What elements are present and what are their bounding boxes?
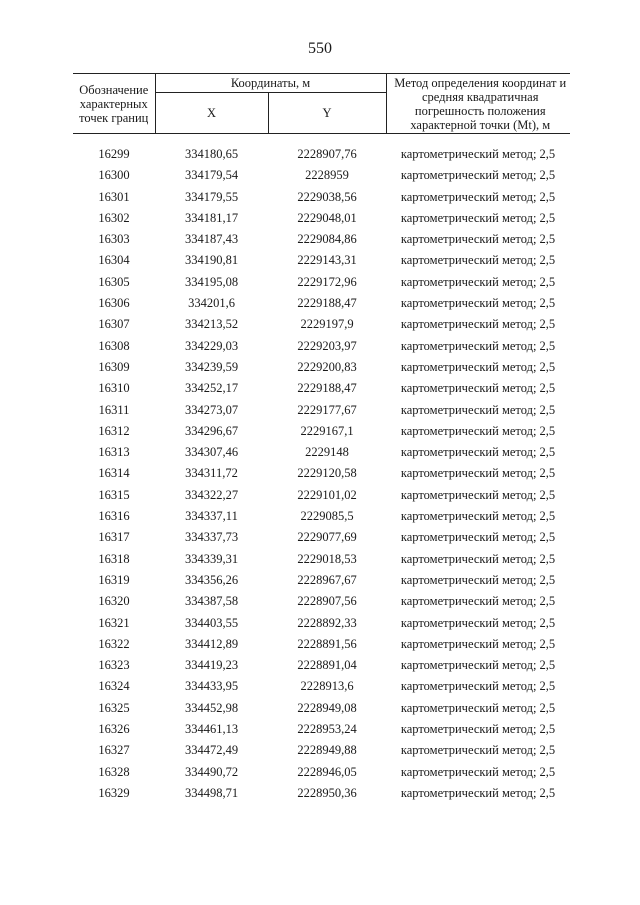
x-coordinate-cell: 334190,81 xyxy=(184,253,239,268)
x-coordinate-cell: 334273,07 xyxy=(184,402,239,417)
point-id-cell: 16327 xyxy=(98,743,130,758)
y-header: Y xyxy=(268,93,386,134)
table-row xyxy=(73,463,570,484)
x-coordinate-cell: 334339,31 xyxy=(184,551,239,566)
table-row xyxy=(73,613,570,634)
point-id-cell: 16301 xyxy=(98,189,130,204)
table-row xyxy=(73,208,570,229)
method-cell: картометрический метод; 2,5 xyxy=(400,445,556,460)
y-coordinate-cell: 2229120,58 xyxy=(297,466,357,481)
x-coordinate-cell: 334356,26 xyxy=(184,572,239,587)
x-coordinate-cell: 334403,55 xyxy=(184,615,239,630)
x-coordinate-cell: 334179,55 xyxy=(184,189,239,204)
method-cell: картометрический метод; 2,5 xyxy=(400,551,556,566)
point-id-cell: 16320 xyxy=(98,594,130,609)
x-coordinate-cell: 334187,43 xyxy=(184,232,239,247)
table-row xyxy=(73,272,570,293)
method-cell: картометрический метод; 2,5 xyxy=(400,785,556,800)
point-label-header: Обозначение характерных точек границ xyxy=(73,74,155,134)
y-coordinate-cell: 2229177,67 xyxy=(297,402,357,417)
y-coordinate-cell: 2228950,36 xyxy=(297,785,357,800)
method-cell: картометрический метод; 2,5 xyxy=(400,615,556,630)
point-id-cell: 16328 xyxy=(98,764,130,779)
method-cell: картометрический метод; 2,5 xyxy=(400,232,556,247)
x-coordinate-cell: 334412,89 xyxy=(184,636,239,651)
x-coordinate-cell: 334252,17 xyxy=(184,381,239,396)
x-coordinate-cell: 334180,65 xyxy=(184,147,239,161)
method-cell: картометрический метод; 2,5 xyxy=(400,722,556,737)
table-row xyxy=(73,698,570,719)
y-coordinate-cell: 2229167,1 xyxy=(300,423,354,438)
table-row xyxy=(73,293,570,314)
y-coordinate-cell: 2228953,24 xyxy=(297,722,357,737)
y-coordinate-cell: 2228892,33 xyxy=(297,615,357,630)
method-cell: картометрический метод; 2,5 xyxy=(400,317,556,332)
point-id-cell: 16299 xyxy=(98,147,130,161)
method-cell: картометрический метод; 2,5 xyxy=(400,296,556,311)
point-id-cell: 16326 xyxy=(98,722,130,737)
y-coordinate-cell: 2229188,47 xyxy=(297,296,357,311)
point-id-cell: 16329 xyxy=(98,785,130,800)
point-id-cell: 16306 xyxy=(98,296,130,311)
method-cell: картометрический метод; 2,5 xyxy=(400,253,556,268)
method-cell: картометрический метод; 2,5 xyxy=(400,487,556,502)
y-coordinate-cell: 2228913,6 xyxy=(300,679,354,694)
x-coordinate-cell: 334213,52 xyxy=(184,317,239,332)
y-coordinate-cell: 2228967,67 xyxy=(297,572,357,587)
method-cell: картометрический метод; 2,5 xyxy=(400,168,556,183)
table-row xyxy=(73,634,570,655)
method-cell: картометрический метод; 2,5 xyxy=(400,189,556,204)
x-coordinate-cell: 334307,46 xyxy=(184,445,239,460)
x-coordinate-cell: 334195,08 xyxy=(184,274,239,289)
table-row xyxy=(73,549,570,570)
point-id-cell: 16323 xyxy=(98,658,130,673)
y-coordinate-cell: 2229085,5 xyxy=(300,509,354,524)
point-id-cell: 16311 xyxy=(98,402,130,417)
table-row xyxy=(73,655,570,676)
y-coordinate-cell: 2229018,53 xyxy=(297,551,357,566)
table-row xyxy=(73,719,570,740)
x-coordinate-cell: 334311,72 xyxy=(185,466,238,481)
point-id-cell: 16322 xyxy=(98,636,130,651)
x-coordinate-cell: 334433,95 xyxy=(184,679,239,694)
x-coordinate-cell: 334296,67 xyxy=(184,423,239,438)
coordinates-table xyxy=(73,73,570,804)
table-row xyxy=(73,762,570,783)
table-header xyxy=(73,74,570,134)
table-row xyxy=(73,485,570,506)
method-cell: картометрический метод; 2,5 xyxy=(400,423,556,438)
table-row xyxy=(73,527,570,548)
x-coordinate-cell: 334181,17 xyxy=(184,210,239,225)
x-coordinate-cell: 334179,54 xyxy=(184,168,239,183)
x-coordinate-cell: 334490,72 xyxy=(184,764,239,779)
method-cell: картометрический метод; 2,5 xyxy=(400,530,556,545)
table-row xyxy=(73,740,570,761)
x-coordinate-cell: 334472,49 xyxy=(184,743,239,758)
y-coordinate-cell: 2229200,83 xyxy=(297,359,357,374)
x-coordinate-cell: 334461,13 xyxy=(184,722,239,737)
table-row xyxy=(73,357,570,378)
method-cell: картометрический метод; 2,5 xyxy=(400,147,556,161)
method-cell: картометрический метод; 2,5 xyxy=(400,743,556,758)
y-coordinate-cell: 2228891,04 xyxy=(297,658,357,673)
point-id-cell: 16325 xyxy=(98,700,130,715)
x-coordinate-cell: 334337,11 xyxy=(185,509,238,524)
method-cell: картометрический метод; 2,5 xyxy=(400,509,556,524)
coordinates-header: Координаты, м xyxy=(155,74,386,93)
point-id-cell: 16305 xyxy=(98,274,130,289)
table-row xyxy=(73,421,570,442)
method-cell: картометрический метод; 2,5 xyxy=(400,700,556,715)
method-cell: картометрический метод; 2,5 xyxy=(400,402,556,417)
y-coordinate-cell: 2228891,56 xyxy=(297,636,357,651)
point-id-cell: 16304 xyxy=(98,253,130,268)
y-coordinate-cell: 2229101,02 xyxy=(297,487,357,502)
page-number: 550 xyxy=(308,40,332,57)
table-row xyxy=(73,314,570,335)
table-row xyxy=(73,570,570,591)
x-coordinate-cell: 334201,6 xyxy=(188,296,235,311)
method-cell: картометрический метод; 2,5 xyxy=(400,466,556,481)
method-cell: картометрический метод; 2,5 xyxy=(400,274,556,289)
y-coordinate-cell: 2229048,01 xyxy=(297,210,357,225)
point-id-cell: 16312 xyxy=(98,423,130,438)
table-row xyxy=(73,676,570,697)
x-coordinate-cell: 334419,23 xyxy=(184,658,239,673)
x-coordinate-cell: 334498,71 xyxy=(184,785,239,800)
method-cell: картометрический метод; 2,5 xyxy=(400,359,556,374)
table-body xyxy=(73,134,570,805)
y-coordinate-cell: 2229038,56 xyxy=(297,189,357,204)
point-id-cell: 16310 xyxy=(98,381,130,396)
method-header: Метод определения координат и средняя квадратичная погрешность положения характерной точки (Mt), м xyxy=(386,74,570,134)
x-header: X xyxy=(155,93,268,134)
table-row xyxy=(73,506,570,527)
point-id-cell: 16324 xyxy=(98,679,130,694)
y-coordinate-cell: 2229077,69 xyxy=(297,530,357,545)
x-coordinate-cell: 334229,03 xyxy=(184,338,239,353)
method-cell: картометрический метод; 2,5 xyxy=(400,381,556,396)
point-id-cell: 16316 xyxy=(98,509,130,524)
method-cell: картометрический метод; 2,5 xyxy=(400,636,556,651)
point-id-cell: 16321 xyxy=(98,615,130,630)
x-coordinate-cell: 334387,58 xyxy=(184,594,239,609)
y-coordinate-cell: 2228907,76 xyxy=(297,147,357,161)
point-id-cell: 16317 xyxy=(98,530,130,545)
table-row xyxy=(73,229,570,250)
table-row xyxy=(73,400,570,421)
table-row xyxy=(73,144,570,165)
point-id-cell: 16302 xyxy=(98,210,130,225)
point-id-cell: 16300 xyxy=(98,168,130,183)
method-cell: картометрический метод; 2,5 xyxy=(400,572,556,587)
y-coordinate-cell: 2229197,9 xyxy=(300,317,354,332)
method-cell: картометрический метод; 2,5 xyxy=(400,594,556,609)
point-id-cell: 16313 xyxy=(98,445,130,460)
method-cell: картометрический метод; 2,5 xyxy=(400,679,556,694)
table-row xyxy=(73,187,570,208)
y-coordinate-cell: 2229172,96 xyxy=(297,274,357,289)
y-coordinate-cell: 2228949,08 xyxy=(297,700,357,715)
table-row xyxy=(73,165,570,186)
table-row xyxy=(73,378,570,399)
table-row xyxy=(73,336,570,357)
table-row xyxy=(73,591,570,612)
table-row xyxy=(73,250,570,271)
method-cell: картометрический метод; 2,5 xyxy=(400,338,556,353)
x-coordinate-cell: 334239,59 xyxy=(184,359,239,374)
point-id-cell: 16314 xyxy=(98,466,130,481)
x-coordinate-cell: 334337,73 xyxy=(184,530,239,545)
x-coordinate-cell: 334322,27 xyxy=(184,487,239,502)
y-coordinate-cell: 2229203,97 xyxy=(297,338,357,353)
point-id-cell: 16315 xyxy=(98,487,130,502)
table-row xyxy=(73,783,570,804)
point-id-cell: 16318 xyxy=(98,551,130,566)
method-cell: картометрический метод; 2,5 xyxy=(400,764,556,779)
y-coordinate-cell: 2229188,47 xyxy=(297,381,357,396)
point-id-cell: 16308 xyxy=(98,338,130,353)
y-coordinate-cell: 2228949,88 xyxy=(297,743,357,758)
point-id-cell: 16309 xyxy=(98,359,130,374)
point-id-cell: 16307 xyxy=(98,317,130,332)
y-coordinate-cell: 2229084,86 xyxy=(297,232,357,247)
y-coordinate-cell: 2228946,05 xyxy=(297,764,357,779)
method-cell: картометрический метод; 2,5 xyxy=(400,658,556,673)
x-coordinate-cell: 334452,98 xyxy=(184,700,239,715)
method-cell: картометрический метод; 2,5 xyxy=(400,210,556,225)
table-row xyxy=(73,442,570,463)
y-coordinate-cell: 2228959 xyxy=(305,168,349,183)
point-id-cell: 16319 xyxy=(98,572,130,587)
y-coordinate-cell: 2229148 xyxy=(305,445,349,460)
y-coordinate-cell: 2228907,56 xyxy=(297,594,357,609)
y-coordinate-cell: 2229143,31 xyxy=(297,253,357,268)
point-id-cell: 16303 xyxy=(98,232,130,247)
